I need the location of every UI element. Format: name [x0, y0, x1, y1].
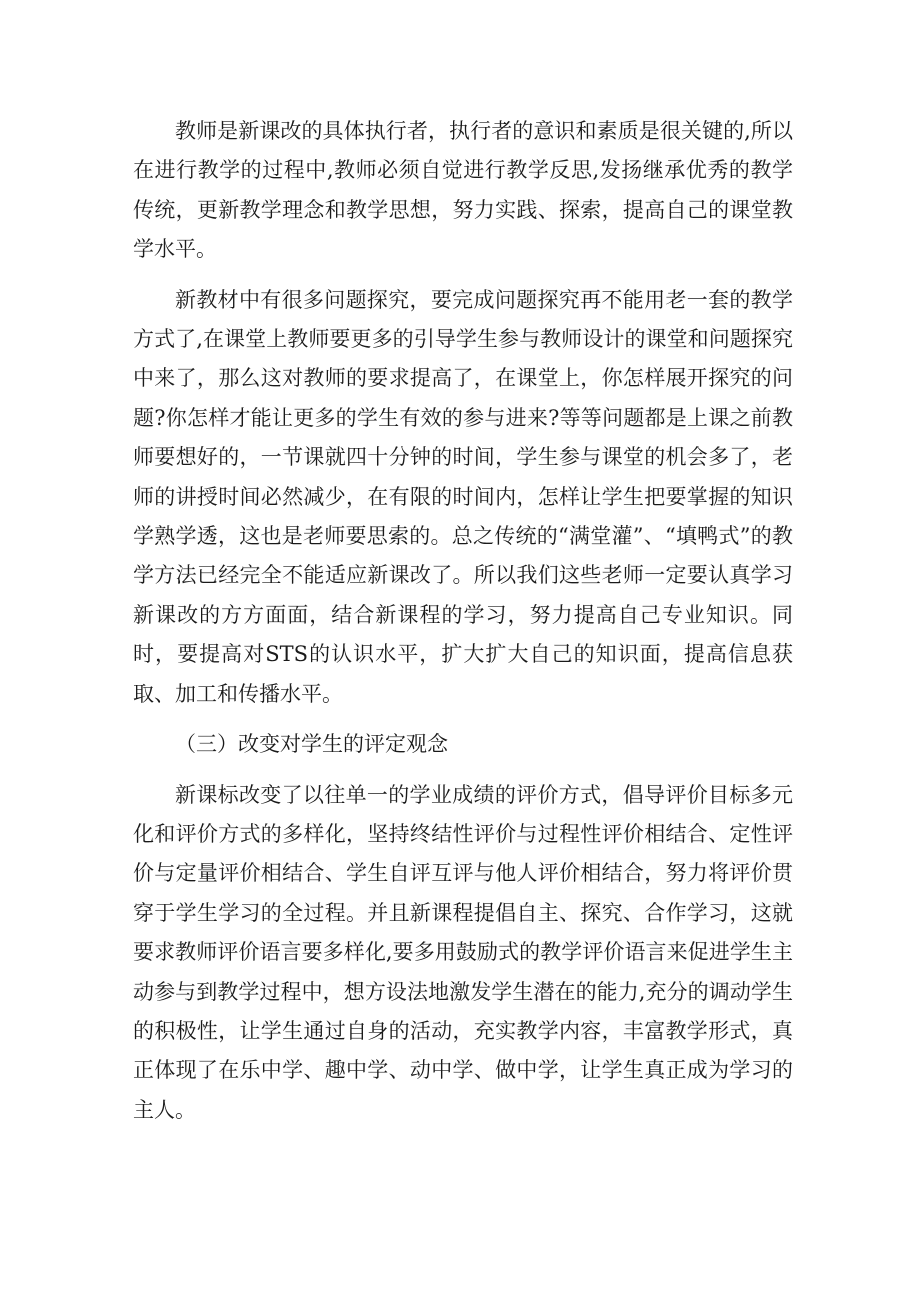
paragraph-2: 新教材中有很多问题探究，要完成问题探究再不能用老一套的教学方式了,在课堂上教师要更多的引导学生参与教师设计的课堂和问题探究中来了，那么这对教师的要求提高了，在课堂上，你怎样展开探究的问题?你怎样才能让更多的学生有效的参与进来?等等问题都是上课之前教师要想好的，一节课就四十分钟的时间，学生参与课堂的机会多了，老师的讲授时间必然减少，在有限的时间内，怎样让学生把要掌握的知识学熟学透，这也是老师要思索的。总之传统的“满堂灌”、“填鸭式”的教学方法已经完全不能适应新课改了。所以我们这些老师一定要认真学习新课改的方方面面，结合新课程的学习，努力提高自己专业知识。同时，要提高对STS的认识水平，扩大扩大自己的知识面，提高信息获取、加工和传播水平。	[133, 287, 793, 706]
paragraph-1: 教师是新课改的具体执行者，执行者的意识和素质是很关键的,所以在进行教学的过程中,教师必须自觉进行教学反思,发扬继承优秀的教学传统，更新教学理念和教学思想，努力实践、探索，提高自己的课堂教学水平。	[133, 119, 793, 262]
paragraph-3: 新课标改变了以往单一的学业成绩的评价方式，倡导评价目标多元化和评价方式的多样化，坚持终结性评价与过程性评价相结合、定性评价与定量评价相结合、学生自评互评与他人评价相结合，努力将评价贯穿于学生学习的全过程。并且新课程提倡自主、探究、合作学习，这就要求教师评价语言要多样化,要多用鼓励式的教学评价语言来促进学生主动参与到教学过程中，想方设法地激发学生潜在的能力,充分的调动学生的积极性，让学生通过自身的活动，充实教学内容，丰富教学形式，真正体现了在乐中学、趣中学、动中学、做中学，让学生真正成为学习的主人。	[133, 782, 793, 1122]
document-body	[133, 112, 793, 1141]
section-heading: （三）改变对学生的评定观念	[175, 732, 448, 757]
